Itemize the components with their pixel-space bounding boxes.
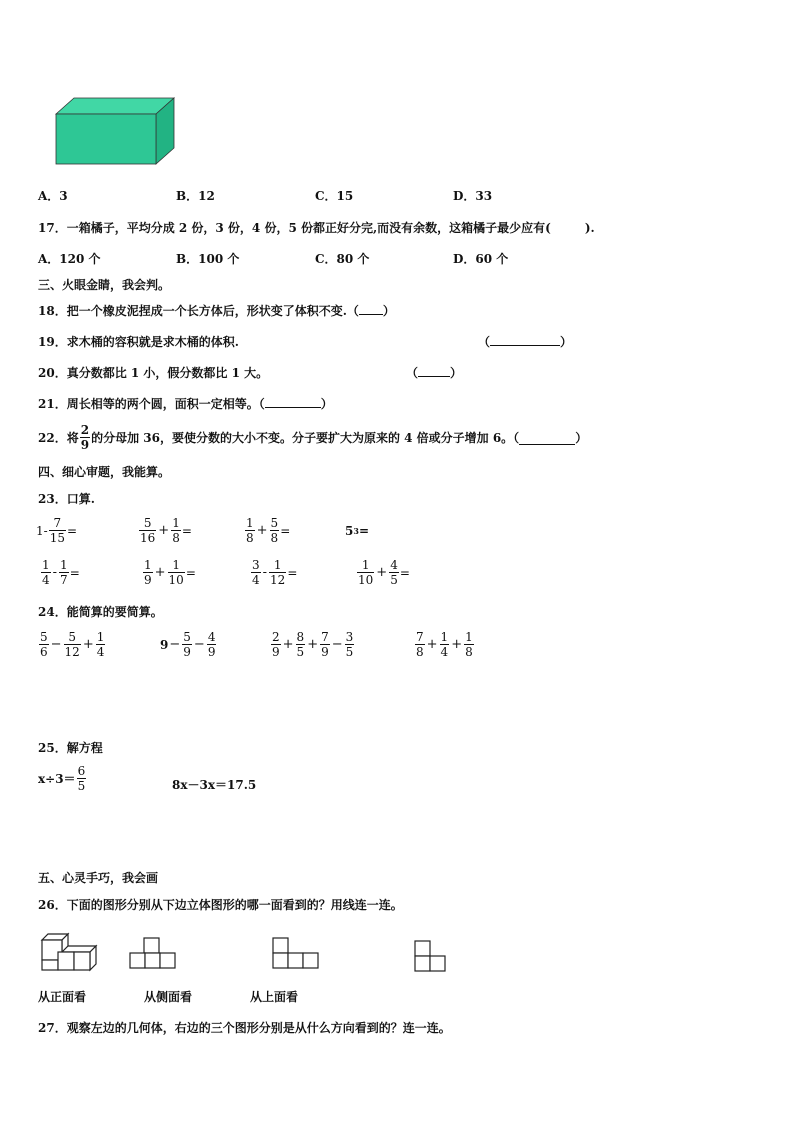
fraction-den: 6 — [40, 645, 48, 659]
fraction-num: 2 — [272, 630, 280, 644]
fraction — [464, 630, 474, 659]
equals: = — [358, 524, 369, 538]
fraction-num: 1 — [246, 516, 254, 530]
equals: = — [399, 565, 410, 580]
q16-option-b: B．12 — [176, 189, 215, 203]
q23-expr-6 — [142, 558, 196, 587]
fraction-num: 1 — [172, 516, 180, 530]
operator: + — [282, 637, 294, 652]
fraction-den: 4 — [252, 573, 260, 587]
equals: = — [69, 565, 80, 580]
fraction-den: 5 — [390, 573, 398, 587]
fraction-num: 1 — [440, 630, 449, 644]
fraction-num: 6 — [77, 764, 86, 778]
fraction — [77, 764, 87, 793]
q22-prefix: 22．将 — [38, 431, 79, 445]
top-view-figure — [271, 936, 321, 972]
operator: − — [193, 637, 205, 652]
q24-expr-c — [270, 630, 355, 659]
q27-question: 27．观察左边的几何体，右边的三个图形分别是从什么方向看到的？连一连。 — [38, 1021, 451, 1035]
fraction-den: 9 — [183, 645, 191, 659]
q25-equation-2: 8x－3x＝17.5 — [172, 778, 257, 792]
fraction-den: 16 — [140, 531, 156, 545]
section-5-title: 五、心灵手巧，我会画 — [38, 871, 159, 885]
q19-answer-blank[interactable] — [490, 345, 560, 346]
fraction — [171, 516, 181, 545]
q21-question — [38, 395, 333, 412]
fraction — [251, 558, 261, 587]
fraction — [96, 630, 106, 659]
fraction-num: 7 — [53, 516, 62, 530]
fraction-num: 4 — [390, 558, 398, 572]
q21-answer-blank[interactable] — [265, 407, 321, 408]
label-front-view: 从正面看 — [38, 990, 87, 1004]
fraction — [296, 630, 306, 659]
equals: = — [66, 523, 78, 538]
fraction — [320, 630, 330, 659]
fraction-den: 12 — [270, 573, 286, 587]
q24-b-lead: 9 — [160, 637, 169, 652]
fraction-den: 8 — [416, 645, 424, 659]
fraction — [357, 558, 374, 587]
section-4-title: 四、细心审题，我能算。 — [38, 465, 171, 479]
q17-option-b: B．100 个 — [176, 252, 240, 266]
fraction-num: 5 — [40, 630, 48, 644]
q19-answer — [478, 333, 572, 350]
fraction-num: 3 — [252, 558, 260, 572]
operator: + — [82, 637, 94, 652]
fraction-num: 8 — [296, 630, 305, 644]
fraction — [207, 630, 217, 659]
cuboid-top-face — [56, 98, 174, 114]
q24-title: 24．能简算的要简算。 — [38, 605, 163, 619]
fraction-den: 5 — [296, 645, 305, 659]
fraction-num: 5 — [183, 630, 191, 644]
fraction-den: 4 — [42, 573, 50, 587]
q24-expr-a — [38, 630, 106, 659]
q16-option-d: D．33 — [453, 189, 493, 203]
q24-expr-b — [160, 630, 217, 659]
fraction-num: 1 — [465, 630, 473, 644]
q23-expr-2 — [138, 516, 192, 545]
fraction-den: 8 — [465, 645, 473, 659]
fraction — [168, 558, 185, 587]
operator: − — [169, 637, 181, 652]
operator: + — [376, 565, 388, 580]
operator: + — [256, 523, 268, 538]
fraction-num: 1 — [172, 558, 180, 572]
fraction — [245, 516, 255, 545]
q19-open: （ — [478, 335, 491, 349]
fraction-den: 7 — [60, 573, 68, 587]
q21-close: ） — [320, 397, 333, 411]
q17-text-end: ). — [584, 221, 595, 235]
fraction — [41, 558, 51, 587]
q23-e4-base: 5 — [345, 524, 354, 538]
fraction-num: 7 — [416, 630, 424, 644]
fraction — [415, 630, 425, 659]
fraction-den: 9 — [321, 645, 329, 659]
q23-expr-3 — [244, 516, 290, 545]
q17-text: 17．一箱橘子，平均分成 2 份，3 份，4 份，5 份都正好分完,而没有余数，这箱橘子最少应有( — [38, 221, 551, 235]
q22-suffix: 的分母加 36，要使分数的大小不变。分子要扩大为原来的 4 倍或分子增加 6。（ — [91, 431, 520, 445]
cuboid-front-face — [56, 114, 156, 164]
equals: = — [280, 523, 291, 538]
q23-expr-7 — [250, 558, 297, 587]
fraction-num: 1 — [42, 558, 50, 572]
front-view-figure — [412, 938, 448, 976]
operator: - — [262, 565, 268, 580]
q22-question — [38, 423, 587, 452]
fraction-den: 12 — [64, 645, 80, 659]
label-side-view: 从侧面看 — [144, 990, 193, 1004]
fraction — [139, 516, 156, 545]
operator: + — [158, 523, 170, 538]
operator: + — [154, 565, 166, 580]
q24-expr-d — [414, 630, 475, 659]
fraction — [270, 516, 280, 545]
fraction — [440, 630, 450, 659]
q17-option-d: D．60 个 — [453, 252, 509, 266]
section-3-title: 三、火眼金睛，我会判。 — [38, 278, 171, 292]
q19-close: ） — [560, 335, 573, 349]
cuboid-figure — [52, 96, 178, 168]
fraction-den: 10 — [168, 573, 184, 587]
q22-answer-blank[interactable] — [519, 430, 575, 445]
q20-close: ） — [450, 366, 463, 380]
q22-fraction-den: 9 — [80, 438, 90, 452]
fraction — [389, 558, 399, 587]
fraction — [269, 558, 286, 587]
fraction — [182, 630, 192, 659]
fraction-den: 9 — [144, 573, 152, 587]
operator: + — [307, 637, 319, 652]
q25-equation-1 — [38, 764, 87, 793]
fraction-den: 4 — [440, 645, 449, 659]
fraction-num: 3 — [345, 630, 354, 644]
fraction-den: 9 — [207, 645, 216, 659]
q23-title: 23．口算. — [38, 492, 95, 506]
q22-fraction-num: 2 — [80, 423, 90, 437]
q18-question — [38, 302, 395, 319]
fraction-num: 1 — [144, 558, 152, 572]
fraction-den: 4 — [96, 645, 105, 659]
operator: − — [50, 637, 62, 652]
fraction-num: 4 — [207, 630, 216, 644]
q20-open: （ — [406, 366, 419, 380]
fraction-num: 1 — [361, 558, 370, 572]
fraction — [143, 558, 153, 587]
fraction-den: 8 — [172, 531, 180, 545]
fraction-den: 10 — [358, 573, 374, 587]
label-top-view: 从上面看 — [250, 990, 299, 1004]
fraction-den: 5 — [345, 645, 354, 659]
fraction — [345, 630, 355, 659]
q16-option-c: C．15 — [315, 189, 354, 203]
q18-answer-blank[interactable] — [359, 314, 383, 315]
fraction-num: 7 — [321, 630, 329, 644]
q26-question: 26．下面的图形分别从下边立体图形的哪一面看到的？用线连一连。 — [38, 898, 403, 912]
q25-title: 25．解方程 — [38, 741, 103, 755]
fraction — [59, 558, 69, 587]
fraction-den: 15 — [49, 531, 65, 545]
fraction-num: 5 — [68, 630, 76, 644]
fraction-den: 8 — [270, 531, 279, 545]
q19-text: 19．求木桶的容积就是求木桶的体积. — [38, 335, 239, 349]
q17-option-a: A．120 个 — [38, 252, 101, 266]
q17-question — [38, 219, 595, 236]
equals: = — [185, 565, 196, 580]
q23-expr-5 — [40, 558, 80, 587]
q23-e4-exponent: 3 — [353, 526, 359, 536]
q17-option-c: C．80 个 — [315, 252, 370, 266]
operator: + — [426, 637, 438, 652]
q23-expr-4 — [345, 524, 369, 538]
q20-answer-blank[interactable] — [418, 376, 450, 377]
fraction-num: 5 — [270, 516, 279, 530]
operator: + — [451, 637, 463, 652]
q22-fraction — [80, 423, 90, 452]
equals: = — [181, 523, 192, 538]
q25-eq1-lead: x÷3＝ — [38, 772, 76, 786]
fraction — [39, 630, 49, 659]
fraction-den: 9 — [272, 645, 280, 659]
q18-text: 18．把一个橡皮泥捏成一个长方体后，形状变了体积不变.（ — [38, 304, 359, 318]
q23-expr-8 — [356, 558, 410, 587]
side-view-figure — [128, 936, 178, 972]
q20-answer — [406, 364, 462, 381]
fraction — [64, 630, 81, 659]
fraction-num: 1 — [60, 558, 68, 572]
q22-close: ） — [575, 431, 588, 445]
fraction-den: 5 — [77, 779, 86, 793]
fraction-num: 5 — [143, 516, 152, 530]
solid-figure — [38, 930, 100, 972]
fraction — [271, 630, 281, 659]
q21-text: 21．周长相等的两个圆，面积一定相等。（ — [38, 397, 265, 411]
fraction-num: 1 — [96, 630, 105, 644]
q23-e1-lead: 1- — [36, 523, 48, 538]
operator: − — [331, 637, 343, 652]
fraction — [49, 516, 66, 545]
q18-close: ） — [382, 304, 395, 318]
q23-expr-1 — [36, 516, 77, 545]
fraction-num: 1 — [273, 558, 282, 572]
operator: - — [52, 565, 58, 580]
q16-option-a: A．3 — [38, 189, 68, 203]
fraction-den: 8 — [246, 531, 254, 545]
equals: = — [287, 565, 298, 580]
q20-text: 20．真分数都比 1 小，假分数都比 1 大。 — [38, 366, 269, 380]
